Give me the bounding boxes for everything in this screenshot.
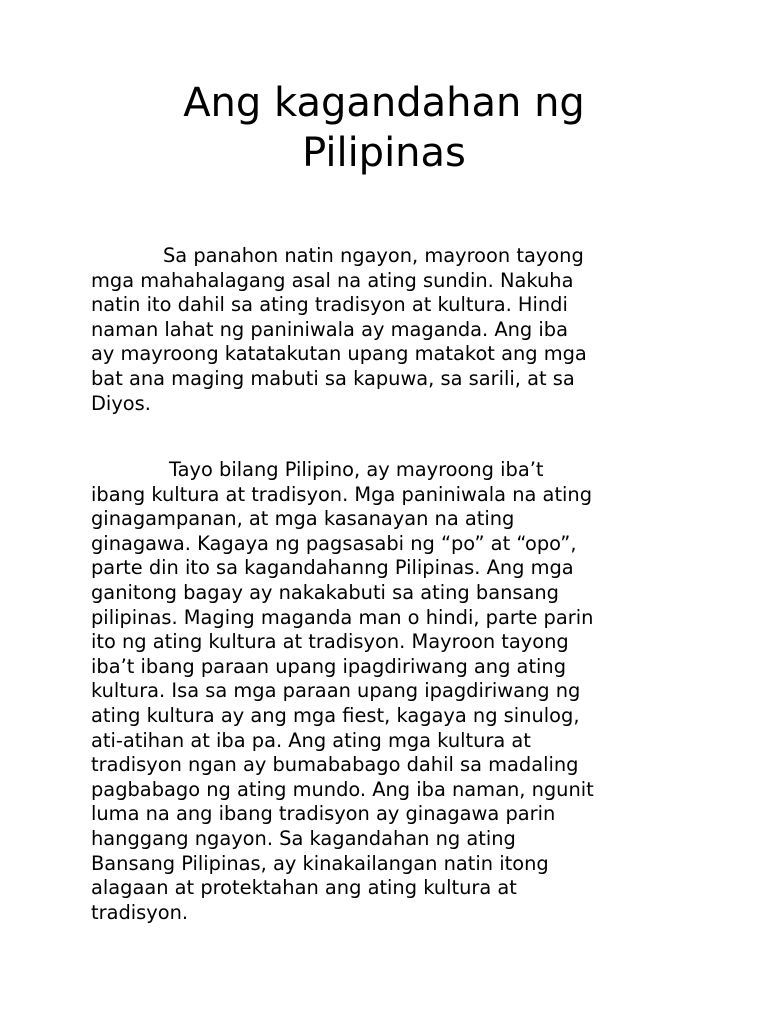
paragraph-line: ginagampanan, at mga kasanayan na ating	[91, 507, 515, 531]
paragraph-line: tradisyon ngan ay bumababago dahil sa madaling	[91, 753, 579, 777]
paragraph-line: alagaan at protektahan ang ating kultura at	[91, 876, 517, 900]
paragraph-line: ati-atihan at iba pa. Ang ating mga kultura at	[91, 728, 531, 752]
paragraph-line: ating kultura ay ang mga fiest, kagaya ng sinulog,	[91, 703, 580, 727]
page-title	[0, 78, 768, 178]
paragraph-line: pilipinas. Maging maganda man o hindi, parte parin	[91, 605, 594, 629]
title-line: Ang kagandahan ng	[183, 80, 585, 126]
paragraph-line: pagbabago ng ating mundo. Ang iba naman, ngunit	[91, 777, 594, 801]
paragraph-line: ginagawa. Kagaya ng pagsasabi ng “po” at “opo”,	[91, 531, 577, 555]
paragraph-line: parte din ito sa kagandahanng Pilipinas. Ang mga	[91, 556, 574, 580]
title-line: Pilipinas	[302, 130, 466, 176]
paragraph-line: ay mayroong katatakutan upang matakot ang mga	[91, 342, 587, 366]
paragraph-line: kultura. Isa sa mga paraan upang ipagdiriwang ng	[91, 679, 581, 703]
paragraph-line: naman lahat ng paniniwala ay maganda. Ang iba	[91, 317, 568, 341]
paragraph-line: ibang kultura at tradisyon. Mga paniniwala na ating	[91, 482, 593, 506]
paragraph-line: tradisyon.	[91, 900, 189, 924]
paragraph-line: hanggang ngayon. Sa kagandahan ng ating	[91, 826, 516, 850]
paragraph-line: Bansang Pilipinas, ay kinakailangan natin itong	[91, 851, 549, 875]
paragraph-line: Sa panahon natin ngayon, mayroon tayong	[163, 244, 584, 267]
paragraph-line: iba’t ibang paraan upang ipagdiriwang ang ating	[91, 654, 567, 678]
paragraph-line: bat ana maging mabuti sa kapuwa, sa sarili, at sa	[91, 366, 575, 390]
paragraph-line: ganitong bagay ay nakakabuti sa ating bansang	[91, 580, 559, 604]
paragraph-2	[91, 458, 691, 925]
paragraph-1	[91, 244, 691, 416]
paragraph-line: luma na ang ibang tradisyon ay ginagawa parin	[91, 802, 556, 826]
paragraph-line: Tayo bilang Pilipino, ay mayroong iba’t	[169, 458, 544, 481]
paragraph-line: natin ito dahil sa ating tradisyon at kultura. Hindi	[91, 293, 568, 317]
paragraph-line: mga mahahalagang asal na ating sundin. Nakuha	[91, 268, 574, 292]
paragraph-line: ito ng ating kultura at tradisyon. Mayroon tayong	[91, 630, 569, 654]
paragraph-line: Diyos.	[91, 391, 151, 415]
